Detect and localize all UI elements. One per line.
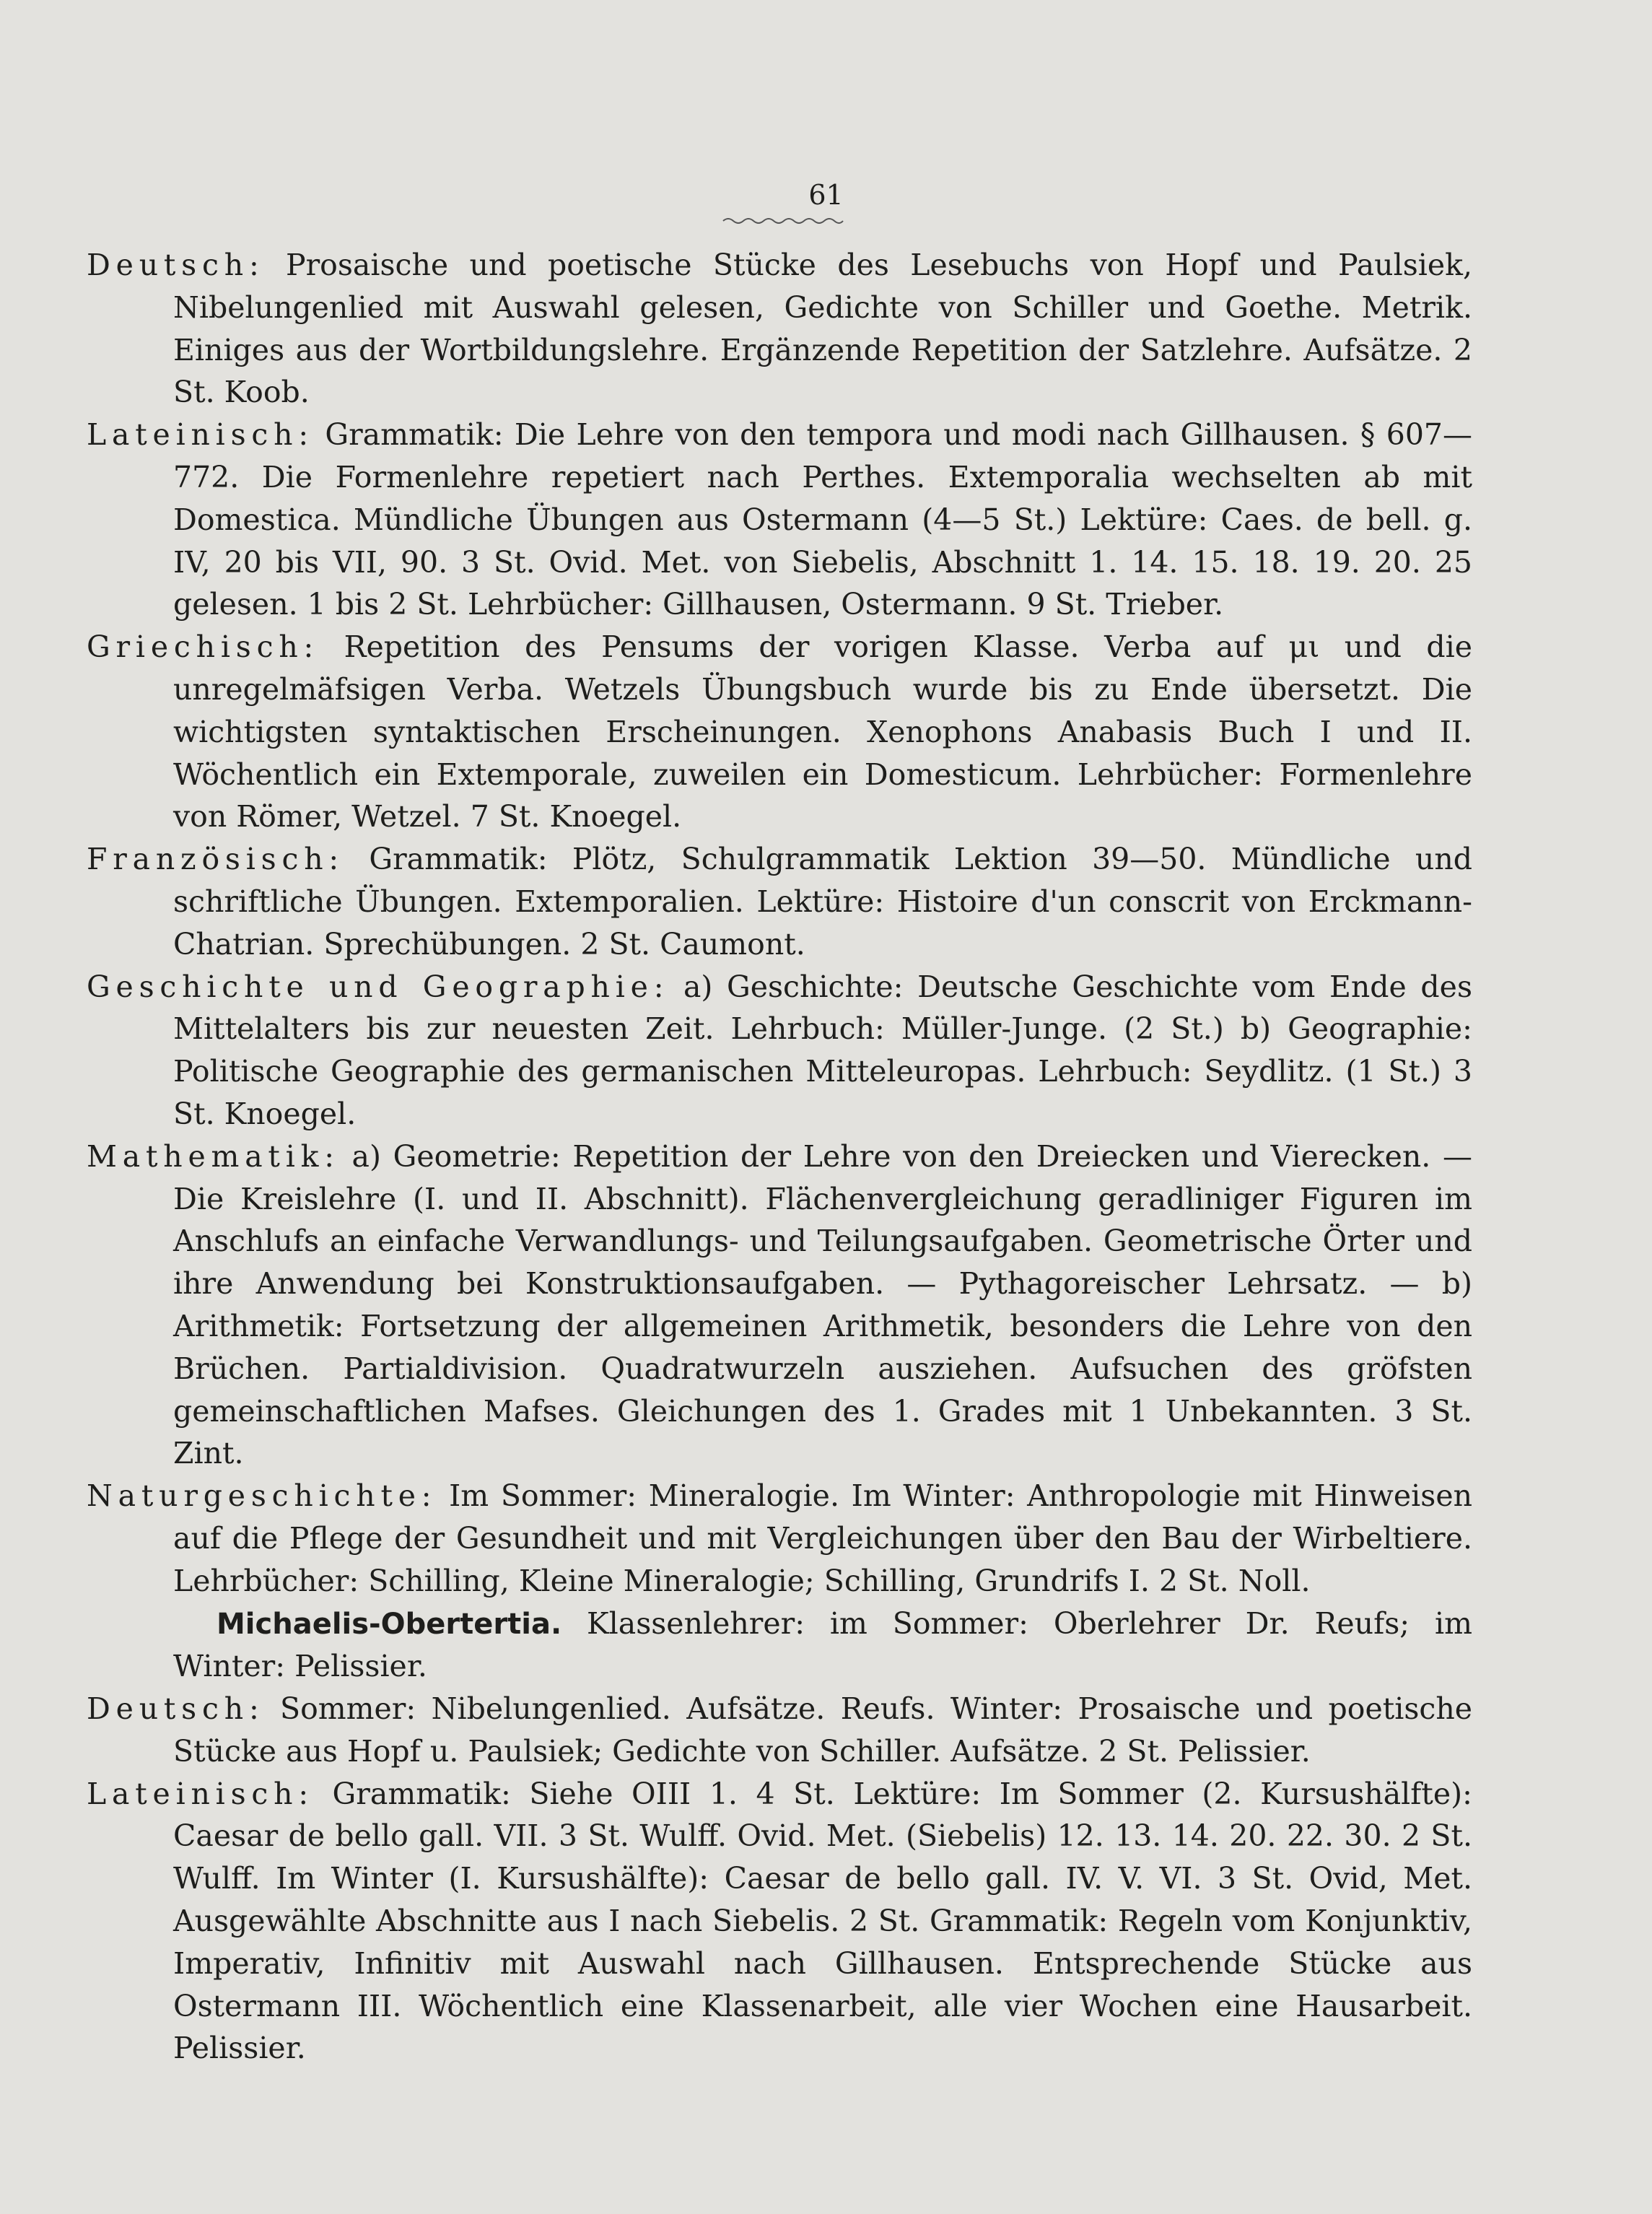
subject-text: Im Sommer: Mineralogie. Im Winter: Anthropologie mit Hinweisen auf die Pflege der Gesundheit und mit Vergleichungen über den Bau der Wirbeltiere. Lehrbücher: Schilling, Kleine Mineralogie; Schilling, Grundrifs I. 2 St. Noll.	[173, 1478, 1472, 1598]
subject-label: Mathematik:	[87, 1138, 340, 1174]
main-text	[87, 244, 1472, 2070]
subject-label: Deutsch:	[87, 1691, 265, 1727]
subject-text: Grammatik: Die Lehre von den tempora und modi nach Gillhausen. § 607—772. Die Formenlehre repetiert nach Perthes. Extemporalia wechselten ab mit Domestica. Mündliche Übungen aus Ostermann (4—5 St.) Lektüre: Caes. de bell. g. IV, 20 bis VII, 90. 3 St. Ovid. Met. von Siebelis, Abschnitt 1. 14. 15. 18. 19. 20. 25 gelesen. 1 bis 2 St. Lehrbücher: Gillhausen, Ostermann. 9 St. Trieber.	[173, 417, 1472, 622]
subject-label: Deutsch:	[87, 248, 265, 282]
subject-label: Geschichte und Geographie:	[87, 969, 670, 1004]
subject-lateinisch	[87, 414, 1472, 626]
subject-text: Repetition des Pensums der vorigen Klasse. Verba auf μι und die unregelmäfsigen Verba. Wetzels Übungsbuch wurde bis zu Ende übersetzt. Die wichtigsten syntaktischen Erscheinungen. Xenophons Anabasis Buch I und II. Wöchentlich ein Extemporale, zuweilen ein Domesticum. Lehrbücher: Formenlehre von Römer, Wetzel. 7 St. Knoegel.	[173, 629, 1472, 834]
subject-text: a) Geschichte: Deutsche Geschichte vom Ende des Mittelalters bis zur neuesten Zeit. Lehrbuch: Müller-Junge. (2 St.) b) Geographie: Politische Geographie des germanischen Mitteleuropas. Lehrbuch: Seydlitz. (1 St.) 3 St. Knoegel.	[173, 969, 1472, 1131]
subject-label: Lateinisch:	[87, 1776, 314, 1811]
subject-lateinisch-oiii	[87, 1773, 1472, 2070]
subject-text: Grammatik: Plötz, Schulgrammatik Lektion 39—50. Mündliche und schriftliche Übungen. Extemporalien. Lektüre: Histoire d'un conscrit von Erckmann-Chatrian. Sprechübungen. 2 St. Caumont.	[173, 842, 1472, 962]
subject-griechisch	[87, 626, 1472, 838]
class-title: Michaelis-Obertertia.	[217, 1607, 562, 1641]
class-heading	[87, 1603, 1472, 1688]
subject-deutsch-oiii	[87, 1688, 1472, 1773]
page-number: 61	[808, 179, 844, 211]
subject-geschichte-geographie	[87, 966, 1472, 1136]
subject-text: Grammatik: Siehe OIII 1. 4 St. Lektüre: Im Sommer (2. Kursushälfte): Caesar de bello gall. VII. 3 St. Wulff. Ovid. Met. (Siebelis) 12. 13. 14. 20. 22. 30. 2 St. Wulff. Im Winter (I. Kursushälfte): Caesar de bello gall. IV. V. VI. 3 St. Ovid, Met. Ausgewählte Abschnitte aus I nach Siebelis. 2 St. Grammatik: Regeln vom Konjunktiv, Imperativ, Infinitiv mit Auswahl nach Gillhausen. Entsprechende Stücke aus Ostermann III. Wöchentlich eine Klassenarbeit, alle vier Wochen eine Hausarbeit. Pelissier.	[173, 1776, 1472, 2066]
subject-deutsch	[87, 244, 1472, 414]
subject-label: Lateinisch:	[87, 417, 314, 453]
subject-mathematik	[87, 1136, 1472, 1475]
subject-franzoesisch	[87, 838, 1472, 965]
ornament-rule	[722, 215, 844, 227]
subject-label: Griechisch:	[87, 629, 320, 665]
subject-text: Prosaische und poetische Stücke des Lesebuchs von Hopf und Paulsiek, Nibelungenlied mit Auswahl gelesen, Gedichte von Schiller und Goethe. Metrik. Einiges aus der Wortbildungslehre. Ergänzende Repetition der Satzlehre. Aufsätze. 2 St. Koob.	[173, 248, 1472, 410]
subject-label: Naturgeschichte:	[87, 1478, 437, 1514]
subject-text: Sommer: Nibelungenlied. Aufsätze. Reufs. Winter: Prosaische und poetische Stücke aus Hopf u. Paulsiek; Gedichte von Schiller. Aufsätze. 2 St. Pelissier.	[173, 1691, 1472, 1769]
class-teachers: Klassenlehrer: im Sommer: Oberlehrer Dr. Reufs; im Winter: Pelissier.	[173, 1605, 1472, 1684]
subject-label: Französisch:	[87, 842, 345, 877]
subject-text: a) Geometrie: Repetition der Lehre von den Dreiecken und Vierecken. — Die Kreislehre (I. und II. Abschnitt). Flächenvergleichung geradliniger Figuren im Anschlufs an einfache Verwandlungs- und Teilungsaufgaben. Geometrische Örter und ihre Anwendung bei Konstruktionsaufgaben. — Pythagoreischer Lehrsatz. — b) Arithmetik: Fortsetzung der allgemeinen Arithmetik, besonders die Lehre von den Brüchen. Partialdivision. Quadratwurzeln ausziehen. Aufsuchen des gröfsten gemeinschaftlichen Mafses. Gleichungen des 1. Grades mit 1 Unbekannten. 3 St. Zint.	[173, 1138, 1472, 1471]
subject-naturgeschichte	[87, 1475, 1472, 1602]
